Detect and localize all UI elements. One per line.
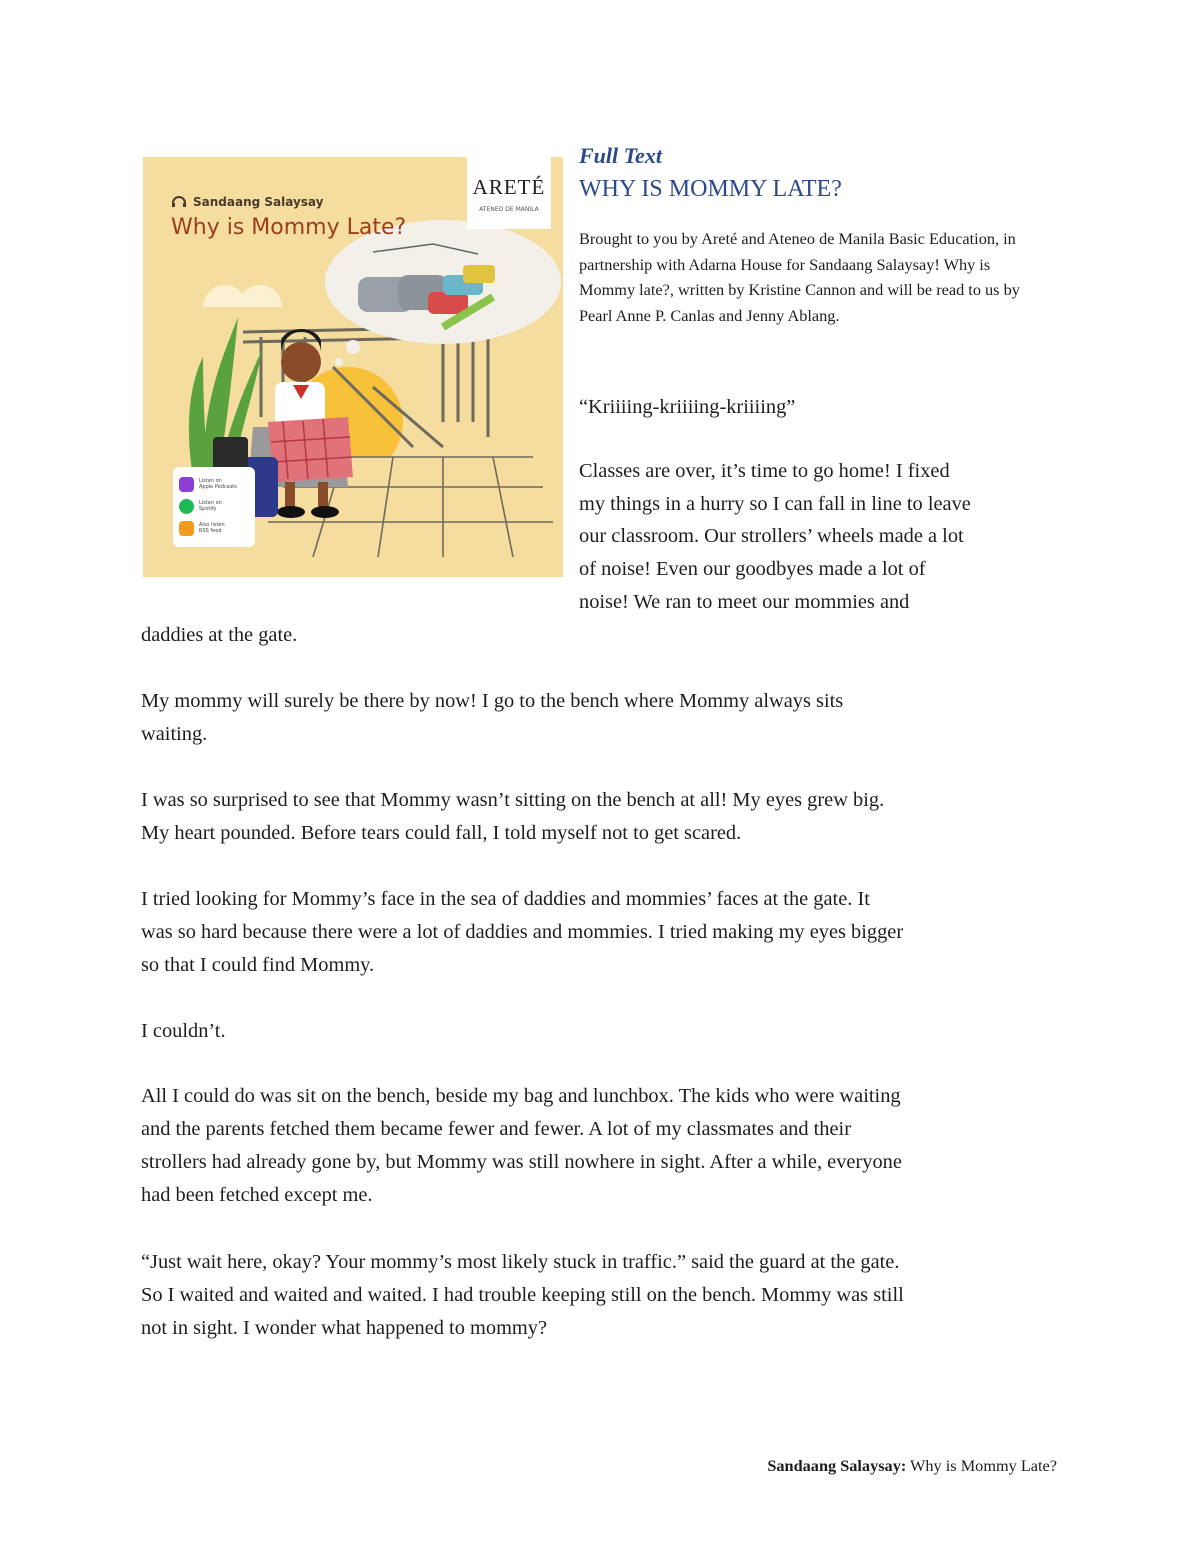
story-line: Classes are over, it’s time to go home! I fixed xyxy=(579,460,950,482)
headphones-icon xyxy=(171,196,187,208)
story-line: So I waited and waited and waited. I had trouble keeping still on the bench. Mommy was still xyxy=(141,1284,904,1306)
platform-name: RSS feed xyxy=(199,528,222,534)
story-line: waiting. xyxy=(141,723,208,745)
story-line: daddies at the gate. xyxy=(141,624,298,646)
page-title: WHY IS MOMMY LATE? xyxy=(579,176,842,202)
story-line: our classroom. Our strollers’ wheels made a lot xyxy=(579,525,964,547)
story-line: My heart pounded. Before tears could fall, I told myself not to get scared. xyxy=(141,822,742,844)
platform-name: Spotify xyxy=(199,506,217,512)
credits-paragraph: Brought to you by Areté and Ateneo de Manila Basic Education, in partnership with Adarna House for Sandaang Salaysay! Why is Mommy late?, written by Kristine Cannon and will be read to us by Pearl Anne P. Canlas and Jenny Ablang. xyxy=(579,229,1020,325)
story-line: was so hard because there were a lot of daddies and mommies. I tried making my eyes bigger xyxy=(141,921,904,943)
platform-label: Also listen xyxy=(199,522,225,528)
platform-name: Apple Podcasts xyxy=(199,484,237,490)
sound-effect-line: “Kriiiing-kriiiing-kriiiing” xyxy=(579,396,796,418)
story-line: of noise! Even our goodbyes made a lot of xyxy=(579,558,926,580)
story-line: I was so surprised to see that Mommy wasn’t sitting on the bench at all! My eyes grew big. xyxy=(141,789,885,811)
platform-label: Listen on xyxy=(199,478,222,484)
page-footer xyxy=(767,1456,1057,1476)
cover-brand-label: Sandaang Salaysay xyxy=(193,195,324,209)
publisher-name: ARETÉ xyxy=(472,175,546,199)
story-line: My mommy will surely be there by now! I go to the bench where Mommy always sits xyxy=(141,690,844,712)
cover-image xyxy=(143,157,563,577)
story-line: my things in a hurry so I can fall in line to leave xyxy=(579,493,971,515)
story-line: and the parents fetched them became fewer and fewer. A lot of my classmates and their xyxy=(141,1118,851,1140)
story-line: had been fetched except me. xyxy=(141,1184,373,1206)
section-label: Full Text xyxy=(579,143,662,168)
spotify-icon xyxy=(179,499,194,514)
publisher-subtitle: ATENEO DE MANILA xyxy=(479,206,539,213)
story-line: so that I could find Mommy. xyxy=(141,954,375,976)
platform-apple-podcasts xyxy=(179,473,249,495)
platform-rss xyxy=(179,517,249,539)
story-line: strollers had already gone by, but Mommy was still nowhere in sight. After a while, everyone xyxy=(141,1151,902,1173)
footer-series: Sandaang Salaysay: xyxy=(767,1456,907,1475)
cover-title: Why is Mommy Late? xyxy=(171,215,407,240)
story-line: I couldn’t. xyxy=(141,1020,226,1042)
listening-platforms xyxy=(173,467,255,547)
footer-title: Why is Mommy Late? xyxy=(910,1456,1057,1475)
story-line: not in sight. I wonder what happened to mommy? xyxy=(141,1317,548,1339)
platform-spotify xyxy=(179,495,249,517)
story-line: I tried looking for Mommy’s face in the sea of daddies and mommies’ faces at the gate. It xyxy=(141,888,870,910)
platform-label: Listen on xyxy=(199,500,222,506)
apple-podcasts-icon xyxy=(179,477,194,492)
story-line: noise! We ran to meet our mommies and xyxy=(579,591,910,613)
rss-icon xyxy=(179,521,194,536)
story-line: All I could do was sit on the bench, beside my bag and lunchbox. The kids who were waiting xyxy=(141,1085,901,1107)
cover-brand xyxy=(171,195,323,209)
story-line: “Just wait here, okay? Your mommy’s most likely stuck in traffic.” said the guard at the gate. xyxy=(141,1251,900,1273)
publisher-logo xyxy=(467,157,551,229)
